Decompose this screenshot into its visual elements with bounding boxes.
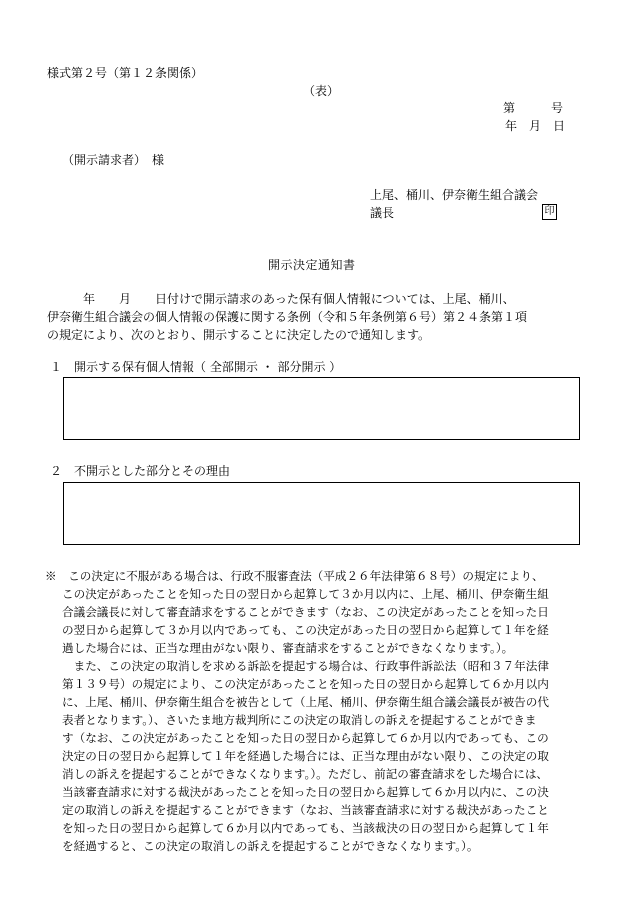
note-line: 定の取消しの訴えを提起することができます（なお、当該審査請求に対する裁決があったこと	[62, 803, 549, 817]
appeal-notice	[45, 567, 590, 855]
note-line: 表者となります。）、さいたま地方裁判所にこの決定の取消しの訴えを提起することができま	[62, 713, 537, 727]
seal-stamp: 印	[542, 204, 557, 220]
note-line: す（なお、この決定があったことを知った日の翌日から起算して６か月以内であっても、この	[62, 731, 549, 745]
section-2-label: ２ 不開示とした部分とその理由	[50, 464, 231, 478]
note-line: 消しの訴えを提起することができなくなります。）。ただし、前記の審査請求をした場合には、	[62, 767, 549, 781]
document-title: 開示決定通知書	[268, 258, 356, 272]
note-line: 第１３９号）の規定により、この決定があったことを知った日の翌日から起算して６か月以内	[62, 677, 549, 691]
note-line: ※ この決定に不服がある場合は、行政不服審査法（平成２６年法律第６８号）の規定により、	[45, 569, 544, 583]
note-line: 合議会議長に対して審査請求をすることができます（なお、この決定があったことを知った日	[62, 605, 549, 619]
document-date-label: 年 月 日	[505, 119, 566, 133]
note-line: この決定があったことを知った日の翌日から起算して３か月以内に、上尾、桶川、伊奈衛生組	[62, 587, 549, 601]
body-line: 伊奈衛生組合議会の個人情報の保護に関する条例（令和５年条例第６号）第２４条第１項	[47, 310, 528, 324]
sender-title: 議長	[370, 206, 395, 220]
note-line: 当該審査請求に対する裁決があったことを知った日の翌日から起算して６か月以内に、この決	[62, 785, 549, 799]
body-line: の規定により、次のとおり、開示することに決定したので通知します。	[47, 328, 431, 342]
section-2-box	[63, 482, 580, 545]
note-line: を知った日の翌日から起算して６か月以内であっても、当該裁決の日の翌日から起算して１年	[62, 821, 549, 835]
note-line: また、この決定の取消しを求める訴訟を提起する場合は、行政事件訴訟法（昭和３７年法律	[62, 659, 549, 673]
recipient-line: （開示請求者） 様	[62, 153, 165, 167]
sender-organization: 上尾、桶川、伊奈衛生組合議会	[370, 188, 539, 202]
body-paragraph	[47, 290, 587, 344]
face-label: （表）	[303, 84, 340, 98]
note-line: の翌日から起算して３か月以内であっても、この決定があった日の翌日から起算して１年を経	[62, 623, 549, 637]
body-line: 年 月 日付けで開示請求のあった保有個人情報については、上尾、桶川、	[47, 292, 515, 306]
note-line: を経過すると、この決定の取消しの訴えを提起することができなくなります。）。	[62, 839, 479, 853]
document-number-label: 第 号	[503, 101, 564, 115]
note-line: 決定の日の翌日から起算して１年を経過した場合には、正当な理由がない限り、この決定の取	[62, 749, 549, 763]
note-line: 過した場合には、正当な理由がない限り、審査請求をすることができなくなります。）。	[62, 641, 514, 655]
note-line: に、上尾、桶川、伊奈衛生組合を被告として（上尾、桶川、伊奈衛生組合議会議長が被告の代	[62, 695, 549, 709]
section-1-label: １ 開示する保有個人情報（ 全部開示 ・ 部分開示 ）	[50, 360, 342, 374]
section-1-box	[63, 377, 580, 440]
form-code: 様式第２号（第１２条関係）	[47, 66, 204, 80]
